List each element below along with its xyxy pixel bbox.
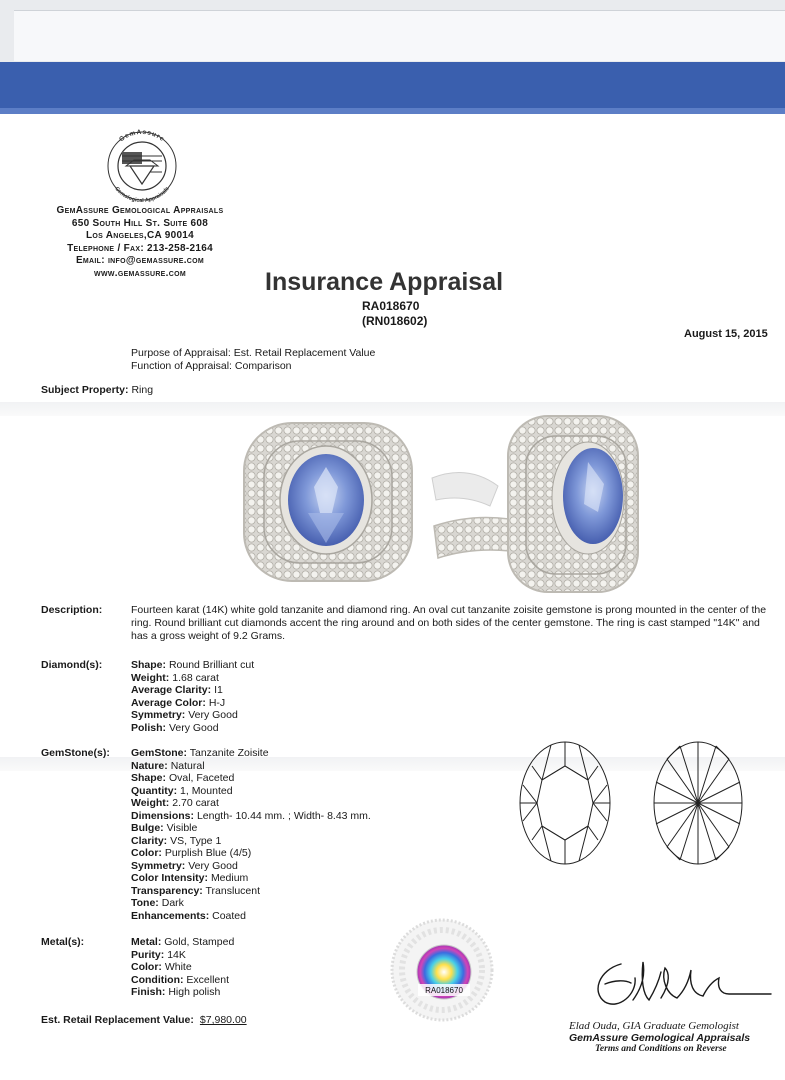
company-name: GemAssure Gemological Appraisals	[56, 205, 224, 216]
spec-value: Purplish Blue (4/5)	[164, 847, 252, 859]
terms-note: Terms and Conditions on Reverse	[595, 1044, 727, 1054]
spec-row	[131, 936, 234, 949]
purpose-line: Purpose of Appraisal: Est. Retail Replacement Value	[131, 347, 376, 359]
spec-value: Length- 10.44 mm. ; Width- 8.43 mm.	[196, 809, 371, 822]
spec-key: Purity:	[131, 948, 165, 961]
purpose-block	[131, 347, 375, 373]
reference-number: (RN018602)	[362, 314, 428, 328]
spec-key: Weight:	[131, 671, 170, 684]
subject-label: Subject Property:	[41, 384, 129, 396]
logo-arc-bottom-text: Gemological Appraisals	[113, 185, 171, 204]
spec-value: 1, Mounted	[180, 784, 233, 797]
company-phone: Telephone / Fax: 213-258-2164	[67, 242, 213, 254]
description-label: Description:	[41, 604, 103, 616]
spec-key: Metal:	[131, 936, 162, 948]
spec-key: Tone:	[131, 897, 159, 909]
spec-row	[131, 785, 371, 798]
spec-key: Enhancements:	[131, 909, 210, 922]
ring-photo-top-view	[238, 417, 418, 587]
spec-value: White	[164, 961, 192, 973]
spec-row	[131, 860, 371, 873]
spec-row	[131, 897, 371, 910]
appraisal-number: RA018670	[362, 299, 420, 313]
spec-row	[131, 697, 254, 710]
spec-key: Shape:	[131, 772, 167, 784]
spec-key: GemStone:	[131, 747, 188, 759]
spec-value: Very Good	[188, 709, 238, 721]
spec-row	[131, 684, 254, 697]
spec-row	[131, 797, 371, 810]
spec-key: Shape:	[131, 659, 167, 671]
spec-row	[131, 709, 254, 722]
logo-arc-top-text: GemAssure	[118, 128, 166, 144]
spec-value: Dark	[161, 897, 184, 909]
spec-key: Nature:	[131, 759, 168, 772]
metals-label: Metal(s):	[41, 936, 85, 948]
oval-pavilion-diagram-icon	[652, 740, 744, 866]
reference-block	[362, 299, 427, 329]
spec-row	[131, 974, 234, 987]
metals-specs	[131, 936, 234, 999]
spec-key: Color Intensity:	[131, 872, 209, 884]
gemstone-label: GemStone(s):	[41, 747, 110, 759]
spec-key: Condition:	[131, 973, 184, 986]
subject-property	[41, 384, 153, 396]
spec-key: Dimensions:	[131, 809, 195, 822]
blue-header-band	[0, 62, 785, 114]
document-title: Insurance Appraisal	[265, 268, 504, 296]
diamonds-label: Diamond(s):	[41, 659, 103, 671]
subject-value: Ring	[131, 384, 154, 396]
spec-value: High polish	[168, 986, 221, 998]
spec-row	[131, 747, 371, 760]
spec-key: Symmetry:	[131, 859, 186, 872]
spec-value: Coated	[212, 909, 246, 922]
company-info	[20, 205, 260, 280]
spec-key: Color:	[131, 961, 162, 973]
spec-key: Finish:	[131, 986, 166, 998]
spec-key: Average Color:	[131, 696, 206, 709]
handwritten-signature	[585, 950, 775, 1016]
gemstone-specs	[131, 747, 371, 922]
spec-value: Natural	[170, 759, 205, 772]
spec-value: I1	[214, 684, 223, 696]
spec-value: Gold, Stamped	[164, 936, 235, 948]
spec-row	[131, 885, 371, 898]
spec-key: Symmetry:	[131, 709, 186, 721]
retail-value-label: Est. Retail Replacement Value:	[41, 1014, 194, 1026]
spec-key: Bulge:	[131, 822, 164, 834]
spec-value: 2.70 carat	[172, 797, 219, 809]
spec-row	[131, 659, 254, 672]
spec-key: Color:	[131, 847, 162, 859]
ring-photo-side-view	[428, 408, 670, 596]
spec-value: Very Good	[168, 721, 219, 734]
gemassure-logo-icon	[100, 128, 184, 204]
svg-text:GemAssure	[118, 129, 166, 143]
spec-row	[131, 910, 371, 923]
spec-row	[131, 847, 371, 860]
spec-value: Tanzanite Zoisite	[189, 747, 269, 759]
spec-value: Translucent	[205, 884, 260, 897]
spec-key: Weight:	[131, 797, 170, 809]
retail-value-row	[41, 1014, 247, 1026]
spec-key: Transparency:	[131, 884, 203, 897]
spec-value: Excellent	[186, 973, 230, 986]
hologram-number: RA018670	[425, 986, 463, 995]
company-city: Los Angeles,CA 90014	[85, 230, 195, 241]
retail-value-amount: $7,980.00	[199, 1014, 247, 1026]
signature-block	[569, 1020, 769, 1054]
spec-value: VS, Type 1	[170, 834, 222, 847]
appraiser-company: GemAssure Gemological Appraisals	[569, 1032, 751, 1044]
spec-key: Clarity:	[131, 834, 168, 847]
spec-value: H-J	[208, 696, 226, 709]
spec-value: Medium	[210, 872, 249, 884]
company-email: Email: info@gemassure.com	[75, 255, 205, 266]
spec-row	[131, 722, 254, 735]
spec-value: Round Brilliant cut	[168, 659, 255, 671]
company-address: 650 South Hill St. Suite 608	[71, 217, 209, 229]
spec-row	[131, 672, 254, 685]
company-website: www.gemassure.com	[94, 267, 186, 279]
oval-crown-diagram-icon	[518, 740, 612, 866]
embossed-seal-hologram	[372, 912, 512, 1022]
spec-row	[131, 835, 371, 848]
spec-row	[131, 961, 234, 974]
spec-value: Oval, Faceted	[168, 772, 235, 784]
spec-row	[131, 872, 371, 885]
function-line: Function of Appraisal: Comparison	[131, 360, 292, 372]
spec-key: Average Clarity:	[131, 684, 212, 696]
spec-value: Visible	[166, 822, 198, 834]
description-text: Fourteen karat (14K) white gold tanzanite and diamond ring. An oval cut tanzanite zoisite gemstone is prong mounted in the center of the ring. Round brilliant cut diamonds accent the ring around and on both sides of the center gemstone. The ring is cast stamped "14K" and has a gross weight of 9.2 Grams.	[131, 604, 767, 642]
spec-row	[131, 772, 371, 785]
diamonds-specs	[131, 659, 254, 734]
spec-row	[131, 986, 234, 999]
appraiser-name: Elad Ouda, GIA Graduate Gemologist	[569, 1020, 739, 1032]
spec-key: Polish:	[131, 721, 167, 734]
spec-key: Quantity:	[131, 784, 178, 797]
spec-row	[131, 822, 371, 835]
spec-row	[131, 810, 371, 823]
spec-row	[131, 949, 234, 962]
spec-row	[131, 760, 371, 773]
previous-page-paper	[14, 10, 785, 61]
spec-value: Very Good	[188, 859, 238, 872]
spec-value: 14K	[167, 948, 186, 961]
appraisal-date: August 15, 2015	[684, 328, 768, 340]
spec-value: 1.68 carat	[172, 671, 219, 684]
